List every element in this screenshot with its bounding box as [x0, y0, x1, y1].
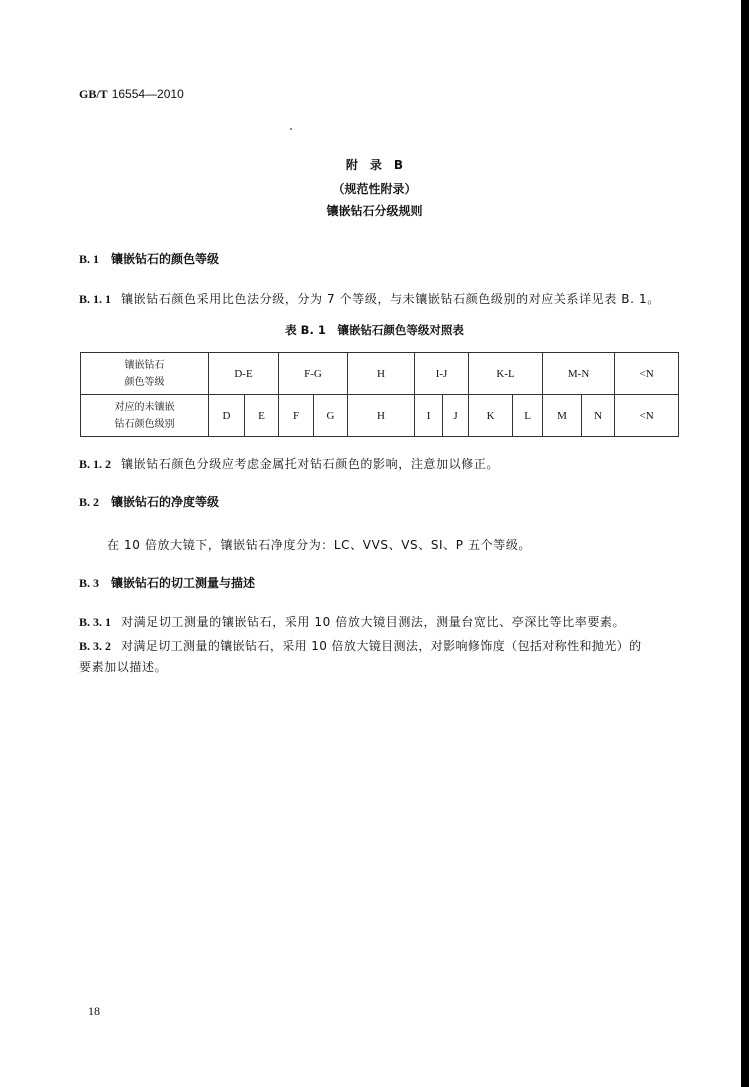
row-label [81, 395, 209, 437]
section-b1-heading [79, 250, 219, 267]
color-grade-table [80, 352, 679, 437]
table-caption: 表 B. 1 镶嵌钻石颜色等级对照表 [285, 323, 464, 337]
table-cell: J [443, 395, 469, 437]
table-cell: K-L [469, 353, 543, 395]
scan-speck [290, 128, 292, 130]
table-row [81, 395, 679, 437]
table-cell: I-J [415, 353, 469, 395]
appendix-title: 附 录 B [345, 158, 404, 172]
standard-number: 16554—2010 [111, 87, 184, 101]
section-title: 镶嵌钻石的颜色等级 [111, 252, 220, 266]
section-number: B. 1 [79, 252, 100, 266]
table-cell: M-N [543, 353, 615, 395]
standard-header [79, 87, 184, 102]
section-title: 镶嵌钻石的切工测量与描述 [111, 576, 256, 590]
label-line: 对应的未镶嵌 [114, 401, 175, 413]
table-cell: E [245, 395, 279, 437]
section-number: B. 3 [79, 576, 100, 590]
para-number: B. 1. 1 [79, 292, 112, 306]
table-cell: F [279, 395, 314, 437]
row-label [81, 353, 209, 395]
para-text: 镶嵌钻石颜色分级应考虑金属托对钻石颜色的影响，注意加以修正。 [121, 457, 500, 471]
para-number: B. 3. 2 [79, 639, 112, 653]
table-cell: <N [615, 395, 679, 437]
table-cell: M [543, 395, 582, 437]
standard-prefix: GB/T [79, 87, 108, 101]
para-number: B. 1. 2 [79, 457, 112, 471]
para-b3-2 [79, 637, 642, 654]
para-b3-1 [79, 613, 625, 630]
appendix-name: 镶嵌钻石分级规则 [326, 204, 423, 218]
table-cell: G [314, 395, 348, 437]
appendix-subtitle: （规范性附录） [332, 182, 417, 196]
table-cell: K [469, 395, 513, 437]
table-cell: H [348, 395, 415, 437]
para-text: 镶嵌钻石颜色采用比色法分级，分为 7 个等级，与未镶嵌钻石颜色级别的对应关系详见表 B. 1。 [121, 292, 660, 306]
label-line: 颜色等级 [124, 376, 165, 388]
label-line: 镶嵌钻石 [124, 359, 165, 371]
para-b1-1 [79, 290, 660, 307]
table-row [81, 353, 679, 395]
section-title: 镶嵌钻石的净度等级 [111, 495, 220, 509]
section-number: B. 2 [79, 495, 100, 509]
label-line: 钻石颜色级别 [114, 418, 175, 430]
para-number: B. 3. 1 [79, 615, 112, 629]
table-cell: <N [615, 353, 679, 395]
table-cell: D-E [209, 353, 279, 395]
para-b2-text: 在 10 倍放大镜下，镶嵌钻石净度分为：LC、VVS、VS、SI、P 五个等级。 [107, 538, 532, 552]
table-cell: F-G [279, 353, 348, 395]
section-b2-heading [79, 493, 219, 510]
para-b1-2 [79, 455, 499, 472]
table-cell: N [582, 395, 615, 437]
table-cell: L [513, 395, 543, 437]
table-cell: H [348, 353, 415, 395]
para-text: 对满足切工测量的镶嵌钻石，采用 10 倍放大镜目测法，对影响修饰度（包括对称性和抛光）的 [121, 639, 642, 653]
para-b3-2-cont: 要素加以描述。 [79, 660, 168, 674]
para-text: 对满足切工测量的镶嵌钻石，采用 10 倍放大镜目测法，测量台宽比、亭深比等比率要素。 [121, 615, 626, 629]
table-cell: D [209, 395, 245, 437]
section-b3-heading [79, 574, 255, 591]
page-number: 18 [88, 1004, 100, 1018]
table-cell: I [415, 395, 443, 437]
